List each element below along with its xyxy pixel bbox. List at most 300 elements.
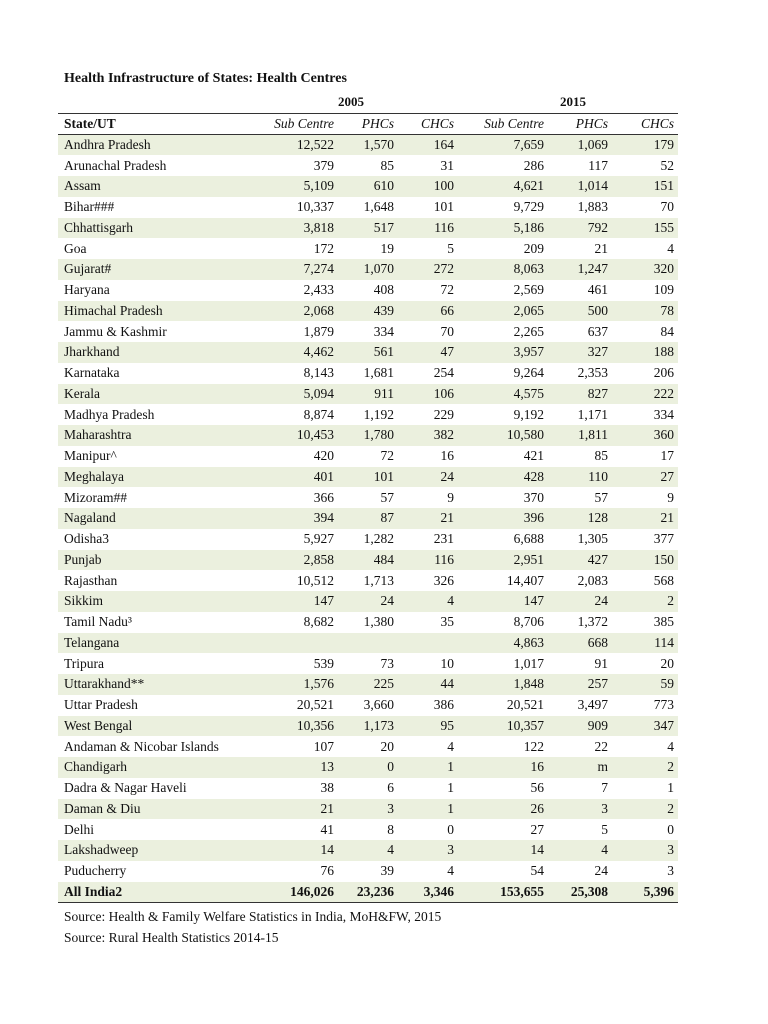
state-name-cell: Assam <box>64 178 101 194</box>
cell-chcs-2015: 4 <box>667 240 674 256</box>
cell-phcs-2005: 0 <box>387 759 394 775</box>
cell-chcs-2005: 1 <box>447 759 454 775</box>
cell-chcs-2015: 320 <box>653 261 674 277</box>
state-name-cell: Delhi <box>64 821 94 837</box>
cell-phcs-2005: 1,681 <box>363 365 394 381</box>
cell-phcs-2005: 1,648 <box>363 199 394 215</box>
state-name-cell: Kerala <box>64 385 100 401</box>
cell-sub-centre-2005: 76 <box>320 863 334 879</box>
cell-sub-centre-2005: 8,143 <box>303 365 334 381</box>
page-title: Health Infrastructure of States: Health Centres <box>64 71 347 86</box>
cell-phcs-2005: 1,570 <box>363 137 394 153</box>
cell-sub-centre-2005: 3,818 <box>303 219 334 235</box>
cell-sub-centre-2015: 10,357 <box>506 717 544 733</box>
cell-phcs-2015: 637 <box>587 323 608 339</box>
cell-phcs-2015: 3,497 <box>577 697 608 713</box>
state-name-cell: Mizoram## <box>64 489 127 505</box>
cell-chcs-2015: 84 <box>660 323 674 339</box>
cell-chcs-2005: 72 <box>440 282 454 298</box>
cell-chcs-2005: 31 <box>440 157 454 173</box>
cell-sub-centre-2005: 4,462 <box>303 344 334 360</box>
table-row <box>58 363 678 384</box>
cell-phcs-2015: 22 <box>594 738 608 754</box>
cell-chcs-2015: 70 <box>660 199 674 215</box>
cell-phcs-2015: 909 <box>587 717 608 733</box>
cell-chcs-2005: 95 <box>440 717 454 733</box>
cell-sub-centre-2005: 41 <box>320 821 334 837</box>
cell-chcs-2005: 382 <box>433 427 454 443</box>
cell-phcs-2005: 20 <box>380 738 394 754</box>
cell-sub-centre-2015: 396 <box>523 510 544 526</box>
cell-phcs-2015: 3 <box>601 800 608 816</box>
table-row <box>58 653 678 674</box>
cell-chcs-2015: 4 <box>667 738 674 754</box>
cell-sub-centre-2005: 38 <box>320 780 334 796</box>
table-row <box>58 384 678 405</box>
cell-phcs-2015: 24 <box>594 593 608 609</box>
cell-phcs-2015: 2,083 <box>577 572 608 588</box>
cell-sub-centre-2015: 421 <box>523 448 544 464</box>
cell-sub-centre-2015: 26 <box>530 800 544 816</box>
state-name-cell: Tripura <box>64 655 105 671</box>
cell-phcs-2015: 110 <box>588 468 608 484</box>
cell-chcs-2015: 114 <box>654 634 674 650</box>
cell-sub-centre-2015: 2,265 <box>513 323 544 339</box>
cell-chcs-2015: 222 <box>653 385 674 401</box>
cell-phcs-2005: 334 <box>373 323 394 339</box>
column-header-state: State/UT <box>64 116 116 131</box>
health-centres-table <box>58 113 678 903</box>
column-header-sub-centre-2005: Sub Centre <box>274 116 334 131</box>
cell-phcs-2005 <box>338 633 398 654</box>
cell-sub-centre-2005: 2,433 <box>303 282 334 298</box>
table-row <box>58 321 678 342</box>
cell-chcs-2005: 21 <box>440 510 454 526</box>
cell-phcs-2015: 7 <box>601 780 608 796</box>
cell-sub-centre-2005: 107 <box>313 738 334 754</box>
cell-sub-centre-2015: 10,580 <box>506 427 544 443</box>
state-name-cell: Goa <box>64 240 87 256</box>
cell-phcs-2005: 1,713 <box>363 572 394 588</box>
cell-sub-centre-2015: 209 <box>523 240 544 256</box>
cell-sub-centre-2005: 8,682 <box>303 614 334 630</box>
state-name-cell: Meghalaya <box>64 468 124 484</box>
cell-phcs-2005: 610 <box>373 178 394 194</box>
state-name-cell: Gujarat# <box>64 261 112 277</box>
state-name-cell: Uttar Pradesh <box>64 697 138 713</box>
cell-sub-centre-2015: 370 <box>523 489 544 505</box>
table-row <box>58 487 678 508</box>
cell-phcs-2005: 484 <box>373 551 394 567</box>
cell-chcs-2005: 1 <box>447 800 454 816</box>
cell-sub-centre-2015: 428 <box>523 468 544 484</box>
cell-sub-centre-2005: 20,521 <box>296 697 334 713</box>
cell-phcs-2005: 1,780 <box>363 427 394 443</box>
cell-sub-centre-2005: 366 <box>313 489 334 505</box>
cell-phcs-2005: 4 <box>387 842 394 858</box>
cell-phcs-2015: 327 <box>587 344 608 360</box>
cell-sub-centre-2015: 2,065 <box>513 302 544 318</box>
table-row <box>58 425 678 446</box>
table-row <box>58 550 678 571</box>
cell-phcs-2015: 5 <box>601 821 608 837</box>
table-row <box>58 716 678 737</box>
cell-sub-centre-2005: 420 <box>313 448 334 464</box>
cell-phcs-2015: 427 <box>587 551 608 567</box>
cell-phcs-2015: 117 <box>588 157 608 173</box>
cell-chcs-2005: 66 <box>440 302 454 318</box>
table-row <box>58 695 678 716</box>
table-row <box>58 404 678 425</box>
state-name-cell: Manipur^ <box>64 448 117 464</box>
state-name-cell: Arunachal Pradesh <box>64 157 167 173</box>
table-row <box>58 259 678 280</box>
state-name-cell: Jharkhand <box>64 344 120 360</box>
table-row <box>58 529 678 550</box>
table-row <box>58 197 678 218</box>
cell-sub-centre-2005: 147 <box>313 593 334 609</box>
table-row <box>58 467 678 488</box>
cell-sub-centre-2005: 2,068 <box>303 302 334 318</box>
cell-phcs-2015: 1,372 <box>577 614 608 630</box>
cell-chcs-2005: 116 <box>434 219 454 235</box>
cell-phcs-2015: 1,014 <box>577 178 608 194</box>
total-row <box>58 882 678 903</box>
state-name-cell: Andaman & Nicobar Islands <box>64 738 219 754</box>
cell-sub-centre-2015: 1,017 <box>513 655 544 671</box>
cell-chcs-2015: 109 <box>653 282 674 298</box>
cell-phcs-2005: 439 <box>373 302 394 318</box>
cell-phcs-2005: 1,070 <box>363 261 394 277</box>
table-row <box>58 218 678 239</box>
cell-sub-centre-2015: 16 <box>530 759 544 775</box>
cell-phcs-2005: 24 <box>380 593 394 609</box>
cell-phcs-2005: 3 <box>387 800 394 816</box>
cell-phcs-2005: 1,192 <box>363 406 394 422</box>
table-row <box>58 176 678 197</box>
cell-sub-centre-2015: 14 <box>530 842 544 858</box>
cell-phcs-2015: 1,247 <box>577 261 608 277</box>
table-row <box>58 238 678 259</box>
cell-phcs-2015: 1,069 <box>577 137 608 153</box>
cell-phcs-2015: 21 <box>594 240 608 256</box>
cell-phcs-2005: 408 <box>373 282 394 298</box>
state-name-cell: Rajasthan <box>64 572 118 588</box>
cell-phcs-2015: 461 <box>587 282 608 298</box>
cell-chcs-2015: 9 <box>667 489 674 505</box>
year-header-2005: 2005 <box>338 94 364 109</box>
cell-sub-centre-2005: 394 <box>313 510 334 526</box>
cell-chcs-2015: 334 <box>653 406 674 422</box>
table-row <box>58 674 678 695</box>
state-name-cell: Sikkim <box>64 593 104 609</box>
state-name-cell: Maharashtra <box>64 427 132 443</box>
state-name-cell: Chhattisgarh <box>64 219 133 235</box>
cell-sub-centre-2015: 4,621 <box>513 178 544 194</box>
cell-phcs-2005: 1,380 <box>363 614 394 630</box>
table-row <box>58 342 678 363</box>
cell-phcs-2005: 225 <box>373 676 394 692</box>
cell-chcs-2005: 0 <box>447 821 454 837</box>
cell-phcs-2005: 87 <box>380 510 394 526</box>
cell-sub-centre-2015: 122 <box>523 738 544 754</box>
cell-sub-centre-2005: 21 <box>320 800 334 816</box>
state-name-cell: Chandigarh <box>64 759 127 775</box>
cell-sub-centre-2005: 379 <box>313 157 334 173</box>
state-name-cell: Uttarakhand** <box>64 676 145 692</box>
cell-chcs-2015: 360 <box>653 427 674 443</box>
cell-phcs-2005: 1,173 <box>363 717 394 733</box>
cell-chcs-2015: 3 <box>667 863 674 879</box>
state-name-cell: Telangana <box>64 634 120 650</box>
cell-chcs-2015: 5,396 <box>612 882 678 903</box>
cell-chcs-2005: 1 <box>447 780 454 796</box>
table-row <box>58 508 678 529</box>
cell-chcs-2005: 4 <box>447 738 454 754</box>
cell-sub-centre-2005: 172 <box>313 240 334 256</box>
cell-chcs-2005: 3 <box>447 842 454 858</box>
cell-sub-centre-2015: 5,186 <box>513 219 544 235</box>
cell-chcs-2015: 27 <box>660 468 674 484</box>
cell-chcs-2005: 386 <box>433 697 454 713</box>
cell-sub-centre-2005: 146,026 <box>242 882 338 903</box>
column-header-phcs-2005: PHCs <box>361 116 394 131</box>
cell-chcs-2005: 10 <box>440 655 454 671</box>
cell-sub-centre-2015: 147 <box>523 593 544 609</box>
state-name-cell: Odisha3 <box>64 531 109 547</box>
cell-phcs-2015: 2,353 <box>577 365 608 381</box>
table-body <box>58 135 678 903</box>
cell-phcs-2005: 72 <box>380 448 394 464</box>
cell-sub-centre-2005: 401 <box>313 468 334 484</box>
state-name-cell: Tamil Nadu³ <box>64 614 132 630</box>
cell-sub-centre-2005: 7,274 <box>303 261 334 277</box>
table-row <box>58 612 678 633</box>
cell-chcs-2005: 47 <box>440 344 454 360</box>
cell-sub-centre-2015: 9,192 <box>513 406 544 422</box>
cell-phcs-2015: 25,308 <box>548 882 612 903</box>
table-row <box>58 446 678 467</box>
table-row <box>58 591 678 612</box>
cell-phcs-2005: 73 <box>380 655 394 671</box>
cell-chcs-2015: 2 <box>667 759 674 775</box>
cell-sub-centre-2015: 2,951 <box>513 551 544 567</box>
cell-phcs-2005: 561 <box>373 344 394 360</box>
cell-chcs-2005: 5 <box>447 240 454 256</box>
cell-phcs-2015: 668 <box>587 634 608 650</box>
cell-sub-centre-2015: 4,863 <box>513 634 544 650</box>
cell-chcs-2005: 231 <box>433 531 454 547</box>
state-name-cell: Dadra & Nagar Haveli <box>64 780 187 796</box>
cell-phcs-2005: 8 <box>387 821 394 837</box>
cell-sub-centre-2005: 13 <box>320 759 334 775</box>
cell-sub-centre-2015: 8,706 <box>513 614 544 630</box>
cell-chcs-2015: 150 <box>653 551 674 567</box>
cell-phcs-2015: 1,811 <box>578 427 608 443</box>
cell-phcs-2005: 85 <box>380 157 394 173</box>
cell-chcs-2015: 179 <box>653 137 674 153</box>
state-name-cell: Jammu & Kashmir <box>64 323 167 339</box>
state-name-cell: Daman & Diu <box>64 800 141 816</box>
cell-chcs-2005: 4 <box>447 863 454 879</box>
cell-sub-centre-2015: 153,655 <box>458 882 548 903</box>
cell-phcs-2015: 4 <box>601 842 608 858</box>
cell-sub-centre-2015: 1,848 <box>513 676 544 692</box>
state-name-cell: Bihar### <box>64 199 115 215</box>
cell-sub-centre-2005 <box>242 633 338 654</box>
cell-chcs-2015: 52 <box>660 157 674 173</box>
cell-chcs-2005 <box>398 633 458 654</box>
cell-chcs-2015: 0 <box>667 821 674 837</box>
cell-sub-centre-2015: 6,688 <box>513 531 544 547</box>
cell-chcs-2015: 188 <box>653 344 674 360</box>
cell-chcs-2005: 100 <box>433 178 454 194</box>
cell-chcs-2015: 1 <box>667 780 674 796</box>
cell-chcs-2015: 2 <box>667 593 674 609</box>
table-row <box>58 280 678 301</box>
year-header-2015: 2015 <box>560 94 586 109</box>
cell-phcs-2005: 39 <box>380 863 394 879</box>
cell-chcs-2015: 773 <box>653 697 674 713</box>
cell-sub-centre-2005: 14 <box>320 842 334 858</box>
cell-chcs-2005: 272 <box>433 261 454 277</box>
cell-chcs-2015: 385 <box>653 614 674 630</box>
cell-sub-centre-2015: 3,957 <box>513 344 544 360</box>
cell-sub-centre-2005: 1,879 <box>303 323 334 339</box>
table-row <box>58 861 678 882</box>
cell-chcs-2015: 2 <box>667 800 674 816</box>
cell-phcs-2015: 827 <box>587 385 608 401</box>
cell-phcs-2005: 6 <box>387 780 394 796</box>
cell-sub-centre-2005: 10,512 <box>296 572 334 588</box>
cell-phcs-2005: 101 <box>373 468 394 484</box>
cell-chcs-2005: 326 <box>433 572 454 588</box>
table-row <box>58 570 678 591</box>
cell-sub-centre-2015: 2,569 <box>513 282 544 298</box>
cell-sub-centre-2005: 10,337 <box>296 199 334 215</box>
cell-chcs-2005: 164 <box>433 137 454 153</box>
cell-chcs-2005: 3,346 <box>398 882 458 903</box>
cell-sub-centre-2015: 9,264 <box>513 365 544 381</box>
table-row <box>58 799 678 820</box>
state-name-cell: Puducherry <box>64 863 127 879</box>
state-name-cell: Madhya Pradesh <box>64 406 155 422</box>
cell-sub-centre-2015: 20,521 <box>506 697 544 713</box>
state-name-cell: West Bengal <box>64 717 133 733</box>
state-name-cell: Punjab <box>64 551 102 567</box>
table-row <box>58 819 678 840</box>
cell-phcs-2005: 23,236 <box>338 882 398 903</box>
state-name-cell: Haryana <box>64 282 110 298</box>
cell-sub-centre-2005: 539 <box>313 655 334 671</box>
cell-sub-centre-2015: 14,407 <box>506 572 544 588</box>
cell-phcs-2005: 3,660 <box>363 697 394 713</box>
table-header-row <box>58 114 678 135</box>
state-name-cell: Himachal Pradesh <box>64 302 163 318</box>
cell-phcs-2005: 911 <box>374 385 394 401</box>
column-header-chcs-2015: CHCs <box>640 116 674 131</box>
cell-phcs-2015: 257 <box>587 676 608 692</box>
table-row <box>58 633 678 654</box>
cell-sub-centre-2015: 54 <box>530 863 544 879</box>
cell-phcs-2015: 500 <box>587 302 608 318</box>
cell-phcs-2015: 57 <box>594 489 608 505</box>
cell-sub-centre-2015: 56 <box>530 780 544 796</box>
cell-chcs-2005: 106 <box>433 385 454 401</box>
cell-chcs-2015: 59 <box>660 676 674 692</box>
cell-chcs-2005: 254 <box>433 365 454 381</box>
cell-chcs-2005: 24 <box>440 468 454 484</box>
cell-chcs-2005: 9 <box>447 489 454 505</box>
cell-chcs-2005: 116 <box>434 551 454 567</box>
state-name-cell: All India2 <box>58 882 242 903</box>
cell-phcs-2015: 24 <box>594 863 608 879</box>
table-row <box>58 135 678 156</box>
state-name-cell: Nagaland <box>64 510 116 526</box>
cell-phcs-2015: 1,883 <box>577 199 608 215</box>
cell-sub-centre-2005: 5,094 <box>303 385 334 401</box>
cell-phcs-2005: 517 <box>373 219 394 235</box>
source-line: Source: Health & Family Welfare Statistics in India, MoH&FW, 2015 <box>64 909 442 924</box>
cell-sub-centre-2005: 5,927 <box>303 531 334 547</box>
cell-sub-centre-2005: 10,453 <box>296 427 334 443</box>
cell-chcs-2015: 347 <box>653 717 674 733</box>
state-name-cell: Andhra Pradesh <box>64 137 151 153</box>
cell-chcs-2015: 20 <box>660 655 674 671</box>
cell-chcs-2015: 155 <box>653 219 674 235</box>
cell-phcs-2015: 1,305 <box>577 531 608 547</box>
cell-chcs-2015: 21 <box>660 510 674 526</box>
cell-chcs-2005: 229 <box>433 406 454 422</box>
cell-phcs-2015: 128 <box>587 510 608 526</box>
cell-chcs-2015: 3 <box>667 842 674 858</box>
cell-sub-centre-2005: 12,522 <box>296 137 334 153</box>
cell-sub-centre-2015: 8,063 <box>513 261 544 277</box>
cell-chcs-2005: 101 <box>433 199 454 215</box>
cell-chcs-2015: 377 <box>653 531 674 547</box>
cell-sub-centre-2005: 10,356 <box>296 717 334 733</box>
cell-sub-centre-2005: 5,109 <box>303 178 334 194</box>
table-row <box>58 757 678 778</box>
cell-chcs-2015: 17 <box>660 448 674 464</box>
cell-phcs-2005: 57 <box>380 489 394 505</box>
cell-sub-centre-2015: 27 <box>530 821 544 837</box>
cell-sub-centre-2005: 2,858 <box>303 551 334 567</box>
sources <box>64 906 441 948</box>
column-header-chcs-2005: CHCs <box>420 116 454 131</box>
source-line: Source: Rural Health Statistics 2014-15 <box>64 930 279 945</box>
cell-phcs-2015: 91 <box>594 655 608 671</box>
cell-chcs-2015: 206 <box>653 365 674 381</box>
cell-chcs-2015: 568 <box>653 572 674 588</box>
cell-sub-centre-2015: 9,729 <box>513 199 544 215</box>
cell-phcs-2015: 85 <box>594 448 608 464</box>
cell-phcs-2015: 1,171 <box>577 406 608 422</box>
cell-sub-centre-2015: 286 <box>523 157 544 173</box>
cell-sub-centre-2005: 8,874 <box>303 406 334 422</box>
table-row <box>58 778 678 799</box>
cell-phcs-2005: 1,282 <box>363 531 394 547</box>
cell-phcs-2015: 792 <box>587 219 608 235</box>
cell-chcs-2015: 151 <box>653 178 674 194</box>
table-row <box>58 155 678 176</box>
cell-phcs-2015: m <box>597 759 608 775</box>
cell-sub-centre-2015: 7,659 <box>513 137 544 153</box>
state-name-cell: Lakshadweep <box>64 842 139 858</box>
table-row <box>58 301 678 322</box>
state-name-cell: Karnataka <box>64 365 120 381</box>
cell-phcs-2005: 19 <box>380 240 394 256</box>
